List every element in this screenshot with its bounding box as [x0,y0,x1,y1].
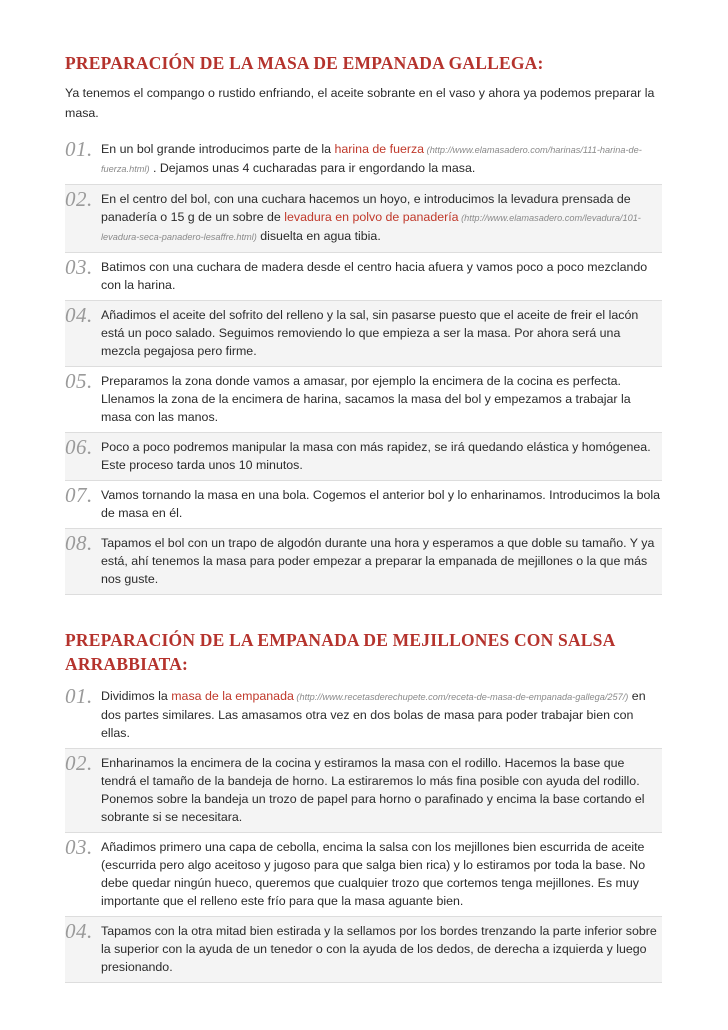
step-text: Batimos con una cuchara de madera desde el centro hacia afuera y vamos poco a poco mezclando con la harina. [101,260,648,292]
step-item [65,529,662,595]
levadura-link[interactable]: levadura en polvo de panadería [284,210,459,224]
step-item [65,833,662,917]
step-text: Añadimos el aceite del sofrito del relleno y la sal, sin pasarse puesto que el aceite de freir el lacón está un poco salado. Seguimos removiendo lo que empieza a ser la masa. Por ahora será una mezcla pegajosa pero firme. [101,308,639,358]
step-number: 06. [65,435,93,459]
step-item [65,301,662,367]
step-number: 02. [65,751,93,775]
step-text: Tapamos con la otra mitad bien estirada y la sellamos por los bordes trenzando la parte inferior sobre la superior con la ayuda de un tenedor o con la ayuda de los dedos, de derecha a izquierda y luego presionando. [101,924,657,974]
step-text-pre: Dividimos la [101,689,172,703]
link-url[interactable]: (http://www.recetasderechupete.com/receta-de-masa-de-empanada-gallega/257/) [293,692,629,702]
section-title: PREPARACIÓN DE LA MASA DE EMPANADA GALLEGA: [65,53,544,73]
step-number: 08. [65,531,93,555]
section-masa [65,51,662,595]
step-text-pre: En un bol grande introducimos parte de la [101,142,335,156]
step-item [65,135,662,185]
link-url[interactable]: (http://www.elamasadero.com/harinas/111-harina-de-fuerza.html) [101,145,642,174]
step-text: Añadimos primero una capa de cebolla, encima la salsa con los mejillones bien escurrida de aceite (escurrida pero algo aceitoso y jugoso para que salga bien rica) y lo estiramos por toda la base. No debe quedar ningún hueco, queremos que cualquier trozo que cortemos tenga mejillones. Es muy importante que el relleno este frío para que la masa aguante bien. [101,840,646,908]
step-text: Poco a poco podremos manipular la masa con más rapidez, se irá quedando elástica y homógenea. Este proceso tarda unos 10 minutos. [101,440,651,472]
step-item [65,253,662,301]
step-text: Preparamos la zona donde vamos a amasar, por ejemplo la encimera de la cocina es perfecta. Llenamos la zona de la encimera de harina, sacamos la masa del bol y empezamos a trabajar la masa con las manos. [101,374,631,424]
step-text-pre: En el centro del bol, con una cuchara hacemos un hoyo, e introducimos la levadura prensada de panadería o 15 g de un sobre de [101,192,631,224]
step-number: 01. [65,137,93,161]
section-empanada [65,628,662,983]
step-text [101,140,662,178]
step-number: 03. [65,255,93,279]
masa-empanada-link[interactable]: masa de la empanada [171,689,294,703]
section-intro: Ya tenemos el compango o rustido enfriando, el aceite sobrante en el vaso y ahora ya podemos preparar la masa. [65,86,655,120]
step-item [65,481,662,529]
step-item [65,682,662,749]
step-text: Vamos tornando la masa en una bola. Cogemos el anterior bol y lo enharinamos. Introducimos la bola de masa en él. [101,488,661,520]
step-item [65,749,662,833]
step-text-post: disuelta en agua tibia. [256,229,381,243]
step-text-post: . Dejamos unas 4 cucharadas para ir engordando la masa. [149,161,476,175]
step-item [65,185,662,253]
step-item [65,433,662,481]
step-number: 04. [65,303,93,327]
step-number: 01. [65,684,93,708]
steps-list [65,682,662,983]
link-url[interactable]: (http://www.elamasadero.com/levadura/101-levadura-seca-panadero-lesaffre.html) [101,213,641,242]
step-number: 04. [65,919,93,943]
steps-list [65,135,662,595]
step-text [101,190,662,246]
step-number: 05. [65,369,93,393]
step-number: 07. [65,483,93,507]
step-text-post: en dos partes similares. Las amasamos otra vez en dos bolas de masa para poder trabajar bien con ellas. [101,689,646,740]
step-number: 03. [65,835,93,859]
step-item [65,917,662,983]
step-text [101,687,662,742]
harina-de-fuerza-link[interactable]: harina de fuerza [334,142,425,156]
step-text: Tapamos el bol con un trapo de algodón durante una hora y esperamos a que doble su tamaño. Y ya está, ahí tenemos la masa para poder empezar a preparar la empanada de mejillones o la que más nos guste. [101,536,655,586]
section-title: PREPARACIÓN DE LA EMPANADA DE MEJILLONES CON SALSA ARRABBIATA: [65,630,615,674]
step-text: Enharinamos la encimera de la cocina y estiramos la masa con el rodillo. Hacemos la base que tendrá el tamaño de la bandeja de horno. La estiraremos lo más fina posible con ayuda del rodillo. Ponemos sobre la bandeja un trozo de papel para horno o parafinado y encima la base cortando el sobrante si se necesitara. [101,756,645,824]
step-item [65,367,662,433]
step-number: 02. [65,187,93,211]
